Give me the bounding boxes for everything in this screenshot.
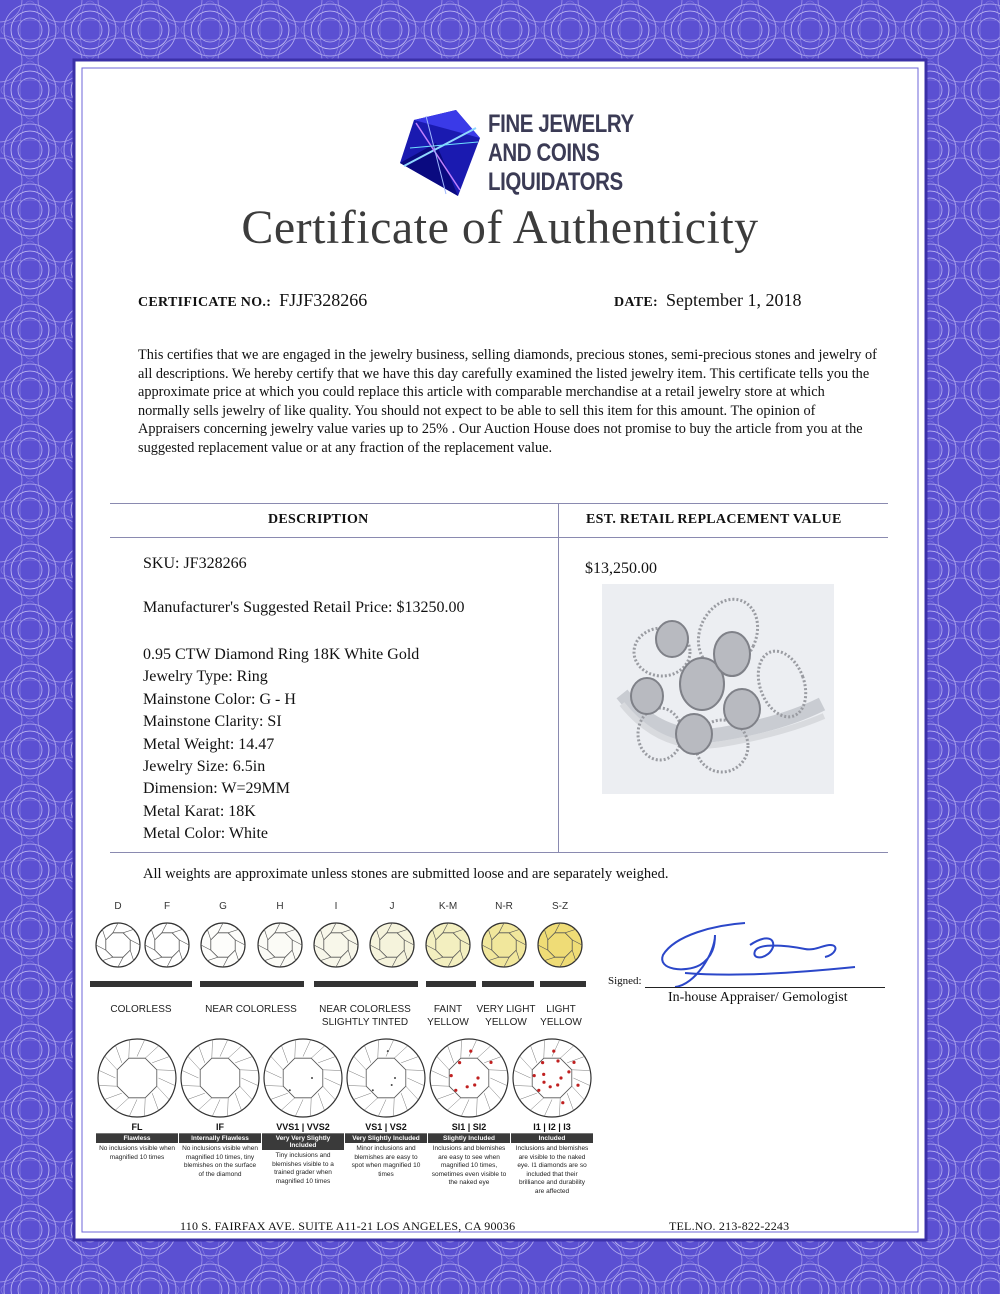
footer-address: 110 S. FAIRFAX AVE. SUITE A11-21 LOS ANGELES, CA 90036 <box>180 1219 516 1233</box>
certificate-value: FJJF328266 <box>279 290 368 310</box>
color-diamond-row <box>90 915 590 995</box>
value-header: EST. RETAIL REPLACEMENT VALUE <box>586 512 842 527</box>
clarity-code: IF <box>179 1122 261 1134</box>
footer-phone: TEL.NO. 213-822-2243 <box>669 1219 790 1233</box>
clarity-name: Very Very Slightly Included <box>262 1134 344 1150</box>
color-diamond-F <box>145 923 189 967</box>
grade-letter: G <box>219 901 227 912</box>
date-label: DATE: <box>614 295 659 310</box>
clarity-desc: Inclusions and blemishes are visible to the naked eye. I1 diamonds are so included that their brilliance and durability are affected <box>515 1145 589 1195</box>
color-diamond-S-Z <box>538 923 582 967</box>
clarity-desc: Inclusions and blemishes are easy to see when magnified 10 times, sometimes even visible to the naked eye <box>431 1145 507 1186</box>
table-bottom-rule <box>110 852 888 853</box>
color-group-bar <box>90 981 192 987</box>
certificate-date <box>614 290 802 311</box>
detail-line: Dimension: W=29MM <box>143 780 290 798</box>
clarity-name: Very Slightly Included <box>345 1134 427 1143</box>
signature-line <box>645 987 885 988</box>
clarity-code: I1 | I2 | I3 <box>511 1122 593 1134</box>
table-header-rule <box>110 537 888 538</box>
color-category: LIGHT YELLOW <box>540 1004 582 1028</box>
clarity-desc: Minor inclusions and blemishes are easy to spot when magnified 10 times <box>351 1145 421 1178</box>
date-value: September 1, 2018 <box>666 290 802 310</box>
logo-line-1: FINE JEWELRY <box>488 110 634 138</box>
clarity-name: Slightly Included <box>428 1134 510 1143</box>
color-category: FAINT YELLOW <box>427 1004 469 1028</box>
color-group-bar <box>482 981 534 987</box>
msrp: Manufacturer's Suggested Retail Price: $13250.00 <box>143 599 465 616</box>
grade-letter: D <box>114 901 122 912</box>
signed-label: Signed: <box>608 975 642 987</box>
color-category: NEAR COLORLESS <box>205 1004 297 1015</box>
color-group-bar <box>540 981 586 987</box>
color-group-bar <box>426 981 476 987</box>
table-top-rule <box>110 503 888 504</box>
clarity-grade <box>96 1122 178 1162</box>
detail-line: Jewelry Type: Ring <box>143 668 268 686</box>
detail-line: Mainstone Clarity: SI <box>143 713 282 731</box>
grade-letter: J <box>389 901 395 912</box>
grade-letter: I <box>334 901 338 912</box>
grade-letter: F <box>163 901 171 912</box>
ring-photo <box>602 584 834 794</box>
clarity-diamond <box>430 1039 508 1117</box>
color-category: COLORLESS <box>110 1004 172 1015</box>
clarity-diamond <box>181 1039 259 1117</box>
table-column-divider <box>558 503 559 852</box>
color-diamond-I <box>314 923 358 967</box>
color-group-bar <box>200 981 304 987</box>
color-category: NEAR COLORLESS SLIGHTLY TINTED <box>319 1004 411 1028</box>
description-header: DESCRIPTION <box>268 512 369 527</box>
color-diamond-H <box>258 923 302 967</box>
item-details <box>143 644 419 846</box>
clarity-code: SI1 | SI2 <box>428 1122 510 1134</box>
company-name <box>488 110 634 197</box>
color-diamond-D <box>96 923 140 967</box>
color-diamond-N-R <box>482 923 526 967</box>
detail-line: Jewelry Size: 6.5in <box>143 758 266 776</box>
color-diamond-J <box>370 923 414 967</box>
grade-letter: S-Z <box>551 901 569 912</box>
clarity-grade <box>428 1122 510 1188</box>
clarity-grade <box>262 1122 344 1186</box>
clarity-diamond <box>264 1039 342 1117</box>
clarity-code: VVS1 | VVS2 <box>262 1122 344 1134</box>
clarity-grade <box>511 1122 593 1196</box>
clarity-name: Flawless <box>96 1134 178 1143</box>
color-diamond-G <box>201 923 245 967</box>
color-group-bar <box>314 981 418 987</box>
clarity-desc: No inclusions visible when magnified 10 times, tiny blemishes on the surface of the diamond <box>182 1145 258 1178</box>
certificate-number <box>138 290 367 311</box>
grade-letter: K-M <box>438 901 458 912</box>
detail-line: Mainstone Color: G - H <box>143 690 296 708</box>
sku: SKU: JF328266 <box>143 555 247 572</box>
clarity-name: Internally Flawless <box>179 1134 261 1143</box>
clarity-code: FL <box>96 1122 178 1134</box>
clarity-diamond <box>347 1039 425 1117</box>
page-title: Certificate of Authenticity <box>241 201 759 254</box>
weights-note: All weights are approximate unless stones are submitted loose and are separately weighed. <box>143 866 669 882</box>
clarity-diamond-row <box>96 1034 592 1124</box>
replacement-value: $13,250.00 <box>585 560 657 577</box>
color-category: VERY LIGHT YELLOW <box>476 1004 536 1028</box>
clarity-desc: Tiny inclusions and blemishes visible to a trained grader when magnified 10 times <box>272 1152 334 1185</box>
certification-paragraph: This certifies that we are engaged in the jewelry business, selling diamonds, precious stones, semi-precious stones and jewelry of all descriptions. We hereby certify that we have this day carefully examined the listed jewelry item. This certificate tells you the approximate price at which you could replace this article with comparable merchandise at a retail jewelry store at which normally sells jewelry of like quality. You should not expect to be able to sell this item for this amount. The opinion of Appraisers concerning jewelry value varies up to 25% . Our Auction House does not promise to buy the article from you at the suggested replacement value or at any fraction of the replacement value. <box>138 347 877 456</box>
grade-letter: H <box>276 901 284 912</box>
detail-line: Metal Weight: 14.47 <box>143 735 275 753</box>
clarity-grade <box>179 1122 261 1179</box>
appraiser-signature <box>655 915 865 990</box>
detail-line: 0.95 CTW Diamond Ring 18K White Gold <box>143 646 420 663</box>
clarity-desc: No inclusions visible when magnified 10 times <box>99 1145 175 1161</box>
clarity-name: Included <box>511 1134 593 1143</box>
appraiser-title: In-house Appraiser/ Gemologist <box>668 990 848 1005</box>
clarity-diamond <box>98 1039 176 1117</box>
clarity-diamond <box>513 1039 591 1117</box>
certificate-label: CERTIFICATE NO.: <box>138 295 272 310</box>
logo-line-2: AND COINS <box>488 139 600 167</box>
clarity-grade <box>345 1122 427 1179</box>
detail-line: Metal Color: White <box>143 825 269 843</box>
grade-letter: N-R <box>495 901 513 912</box>
logo-line-3: LIQUIDATORS <box>488 168 623 196</box>
clarity-code: VS1 | VS2 <box>345 1122 427 1134</box>
detail-line: Metal Karat: 18K <box>143 802 256 820</box>
color-diamond-K-M <box>426 923 470 967</box>
